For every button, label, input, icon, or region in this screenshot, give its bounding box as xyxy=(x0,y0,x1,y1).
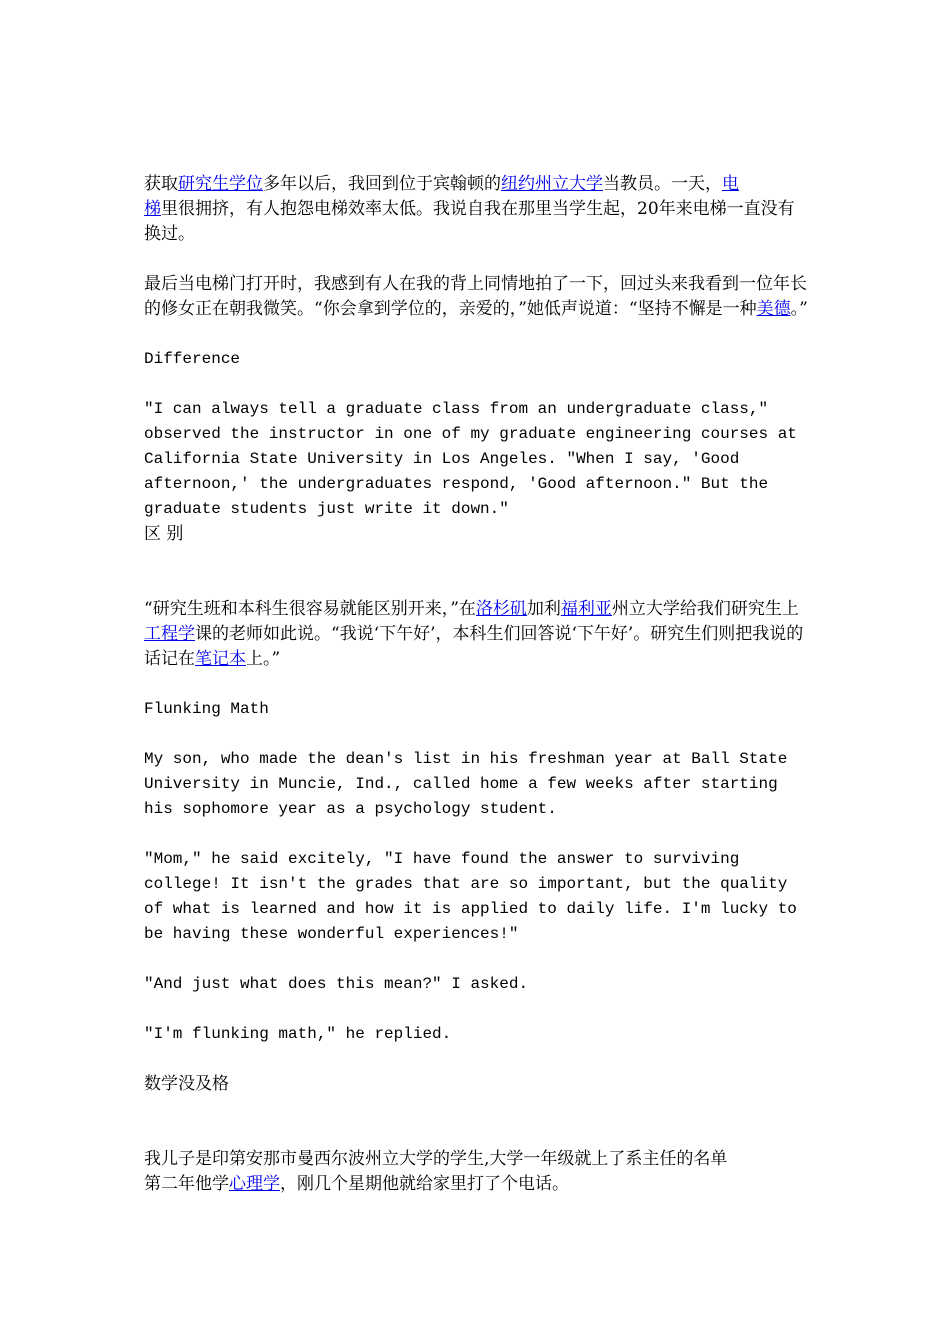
text: 第二年他学 xyxy=(144,1174,229,1194)
heading-difference: Difference xyxy=(144,350,241,368)
text-line: My son, who made the dean's list in his freshman year at Ball State xyxy=(144,750,788,768)
document-body xyxy=(144,172,808,1197)
link-notebook[interactable]: 笔记本 xyxy=(195,649,246,669)
text-line: "Mom," he said excitely, "I have found the answer to surviving xyxy=(144,850,740,868)
text: 里很拥挤，有人抱怨电梯效率太低。我说自我在那里当学生起，20年来电梯一直没有换过。 xyxy=(144,199,795,244)
text: 州立大学给我们研究生上 xyxy=(611,599,799,619)
paragraph-difference-cn xyxy=(144,597,808,672)
link-virtue[interactable]: 美德 xyxy=(756,299,791,319)
link-suny[interactable]: 纽约州立大学 xyxy=(501,174,603,194)
paragraph-mom-en xyxy=(144,847,808,947)
text-line: 我儿子是印第安那市曼西尔波州立大学的学生,大学一年级就上了系主任的名单 xyxy=(144,1149,728,1169)
link-elevator-part2: 梯 xyxy=(144,199,161,219)
link-graduate-degree[interactable]: 研究生学位 xyxy=(178,174,263,194)
heading-flunking-math: Flunking Math xyxy=(144,700,269,718)
text-line: be having these wonderful experiences!" xyxy=(144,925,519,943)
text-line: of what is learned and how it is applied to daily life. I'm lucky to xyxy=(144,900,797,918)
text-line: college! It isn't the grades that are so important, but the quality xyxy=(144,875,788,893)
text-line: graduate students just write it down." xyxy=(144,500,509,518)
text: 课的老师如此说。“我说‘下午好’，本科生们回答说‘下午好’。研究生们则把我说的话记在 xyxy=(144,624,804,669)
text-line: University in Muncie, Ind., called home a few weeks after starting xyxy=(144,775,778,793)
link-los-angeles[interactable]: 洛杉矶 xyxy=(475,599,527,619)
text-line: observed the instructor in one of my graduate engineering courses at xyxy=(144,425,797,443)
text: 最后当电梯门打开时，我感到有人在我的背上同情地拍了一下，回过头来我看到一位年长的修女正在朝我微笑。“你会拿到学位的，亲爱的，”她低声说道：“坚持不懈是一种 xyxy=(144,274,807,319)
heading-difference-cn: 区 别 xyxy=(144,524,184,544)
text-line: "I can always tell a graduate class from an undergraduate class," xyxy=(144,400,769,418)
paragraph-asked-en: "And just what does this mean?" I asked. xyxy=(144,975,529,993)
text: 当教员。一天， xyxy=(603,174,722,194)
paragraph-replied-en: "I'm flunking math," he replied. xyxy=(144,1025,452,1043)
paragraph-son-cn xyxy=(144,1147,808,1197)
text: 获取 xyxy=(144,174,178,194)
text-line: his sophomore year as a psychology student. xyxy=(144,800,557,818)
link-fornia[interactable]: 福利亚 xyxy=(560,599,612,619)
paragraph-difference-en xyxy=(144,397,808,522)
text: “研究生班和本科生很容易就能区别开来，”在 xyxy=(144,599,476,619)
paragraph-elevator xyxy=(144,172,808,247)
link-psychology[interactable]: 心理学 xyxy=(229,1174,280,1194)
text: 。” xyxy=(790,299,808,319)
text-line: afternoon,' the undergraduates respond, 'Good afternoon." But the xyxy=(144,475,769,493)
link-elevator-part1: 电 xyxy=(722,174,739,194)
heading-flunking-math-cn: 数学没及格 xyxy=(144,1074,229,1094)
text: 加利 xyxy=(526,599,561,619)
text: 多年以后，我回到位于宾翰顿的 xyxy=(263,174,501,194)
text: ，刚几个星期他就给家里打了个电话。 xyxy=(280,1174,569,1194)
paragraph-nun xyxy=(144,272,808,322)
text: 上。” xyxy=(246,649,281,669)
text-line: California State University in Los Angeles. "When I say, 'Good xyxy=(144,450,740,468)
link-engineering[interactable]: 工程学 xyxy=(144,624,195,644)
paragraph-son-en xyxy=(144,747,808,822)
